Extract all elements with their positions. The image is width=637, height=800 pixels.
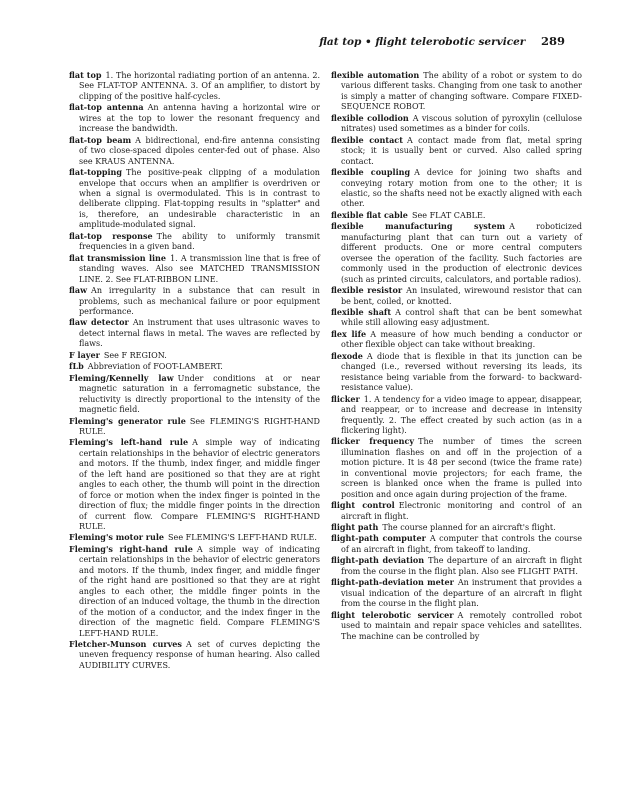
entry-definition: The departure of an aircraft in flight from the course in the flight plan. Also see FLIGHT PATH. <box>341 556 582 576</box>
entry-definition: An instrument that provides a visual indication of the departure of an aircraft in flight from the course in the flight plan. <box>341 578 583 609</box>
entry-definition: Under conditions at or near magnetic saturation in a ferromagnetic substance, the reluctivity is directly proportional to the intensity of the magnetic field. <box>79 373 320 415</box>
page-number: 289 <box>540 34 565 48</box>
running-header <box>319 34 565 48</box>
entry-definition: A bidirectional, end-fire antenna consisting of two close-spaced dipoles center-fed out of phase. Also see KRAUS ANTENNA. <box>79 135 321 166</box>
dictionary-entry <box>69 361 320 372</box>
entry-term: flexible shaft <box>331 306 392 317</box>
dictionary-entry <box>69 532 320 543</box>
entry-definition: A computer that controls the course of an aircraft in flight, from takeoff to landing. <box>341 534 582 554</box>
entry-definition: See FLEMING'S RIGHT-HAND RULE. <box>79 416 321 436</box>
entry-term: flight-path computer <box>331 533 426 544</box>
dictionary-entry <box>331 555 582 577</box>
right-column <box>331 70 582 642</box>
dictionary-entry <box>331 500 582 522</box>
dictionary-entry <box>69 437 321 532</box>
entry-term: flat-topping <box>69 167 122 178</box>
running-title: flat top • flight telerobotic servicer <box>319 36 526 48</box>
dictionary-entry <box>69 252 320 285</box>
entry-definition: A simple way of indicating certain relationships in the behavior of electric generators and motors. If the thumb, index finger, and middle finger of the right hand are positioned so that they are at right angles to each other, the middle finger points in the direction of an induced voltage, the thumb in the direction of the motion of a conductor, and the index finger in the direction of the magnetic field. Compare FLEMING'S LEFT-HAND RULE. <box>79 544 320 638</box>
entry-definition: A remotely controlled robot used to maintain and repair space vehicles and satellites. The machine can be controlled by <box>341 610 583 641</box>
entry-definition: An antenna having a horizontal wire or wires at the top to lower the resonant frequency and increase the bandwidth. <box>79 103 321 134</box>
entry-term: flat-top antenna <box>69 102 144 113</box>
entry-term: Fleming's generator rule <box>69 415 186 426</box>
entry-term: flexible manufacturing system <box>331 221 506 232</box>
entry-definition: A viscous solution of pyroxylin (cellulose nitrates) used sometimes as a binder for coils. <box>341 113 582 134</box>
dictionary-entry <box>69 285 320 317</box>
entry-term: fLb <box>69 361 84 372</box>
entry-term: flat-top response <box>69 230 153 241</box>
dictionary-entry <box>69 167 320 231</box>
dictionary-entry <box>69 102 321 134</box>
dictionary-entry <box>331 221 582 285</box>
entry-term: flexible coupling <box>331 167 411 178</box>
dictionary-entry <box>69 230 320 253</box>
dictionary-entry <box>69 639 320 671</box>
entry-term: flight-path-deviation meter <box>331 577 454 588</box>
entry-term: Fleming's left-hand rule <box>69 437 189 448</box>
dictionary-entry <box>331 328 582 351</box>
entry-definition: The course planned for an aircraft's flight. <box>382 523 556 533</box>
dictionary-entry <box>331 577 583 609</box>
entry-definition: A simple way of indicating certain relationships in the behavior of electric generators and motors. If the thumb, index finger, and middle finger of the left hand are positioned so that they are at right angles to each other, the thumb will point in the direction of force or motion when the index finger is pointed in the direction of flux; the middle finger points in the direction of current flow. Compare FLEMING'S RIGHT-HAND RULE. <box>79 438 321 532</box>
dictionary-entry <box>69 134 321 167</box>
entry-term: flexible flat cable <box>331 209 408 220</box>
dictionary-entry <box>69 372 320 416</box>
entry-definition: 1. The horizontal radiating portion of an antenna. 2. See FLAT-TOP ANTENNA. 3. Of an amplifier, to distort by clipping of the positive half-cycles. <box>79 71 321 101</box>
entry-definition: See F REGION. <box>103 350 167 360</box>
entry-term: flight telerobotic servicer <box>331 609 454 620</box>
entry-definition: The number of times the screen illumination flashes on and off in the projection of a motion picture. It is 48 per second (twice the frame rate) in conventional movie projectors; for each frame, the screen is blanked once when the frame is pulled into position and once again during projection of the frame. <box>341 437 582 499</box>
entry-term: F layer <box>69 349 100 360</box>
entry-term: flaw detector <box>69 317 129 328</box>
entry-definition: See FLAT CABLE. <box>411 210 486 220</box>
entry-term: flexible resistor <box>331 285 403 296</box>
left-column <box>69 70 320 671</box>
dictionary-entry <box>331 209 582 221</box>
entry-definition: The ability of a robot or system to do various different tasks. Changing from one task to another is simply a matter of changing software. Compare FIXED-SEQUENCE ROBOT. <box>341 71 582 112</box>
entry-definition: A roboticized manufacturing plant that can turn out a variety of different products. One or more central computers oversee the operation of the facility. Such factories are commonly used in the production of electronic devices (such as printed circuits, calculators, and portable radios). <box>341 222 582 284</box>
entry-term: flight-path deviation <box>331 555 425 566</box>
dictionary-entry <box>331 522 582 533</box>
entry-term: flexode <box>331 350 363 361</box>
dictionary-entry <box>331 70 582 113</box>
entry-definition: An instrument that uses ultrasonic waves to detect internal flaws in metal. The waves are reflected by flaws. <box>79 318 320 349</box>
entry-term: Fleming's right-hand rule <box>69 543 193 554</box>
entry-term: Fleming's motor rule <box>69 532 165 543</box>
dictionary-entry <box>331 112 582 135</box>
dictionary-entry <box>331 393 582 437</box>
dictionary-entry <box>69 317 320 349</box>
entry-definition: A device for joining two shafts and conveying rotary motion from one to the other; it is elastic, so the shafts need not be exactly aligned with each other. <box>341 168 582 209</box>
entry-term: flight control <box>331 500 395 511</box>
entry-term: Fletcher-Munson curves <box>69 639 182 650</box>
entry-term: flat top <box>69 70 102 80</box>
entry-definition: A contact made from flat, metal spring stock; it is usually bent or curved. Also called spring contact. <box>341 135 582 166</box>
dictionary-entry <box>331 306 583 329</box>
entry-term: flat-top beam <box>69 134 132 145</box>
entry-definition: See FLEMING'S LEFT-HAND RULE. <box>168 533 317 543</box>
entry-definition: Abbreviation of FOOT-LAMBERT. <box>87 362 223 372</box>
entry-definition: The positive-peak clipping of a modulation envelope that occurs when an amplifier is overdriven or when a signal is overmodulated. This is in contrast to deliberate clipping. Flat-topping results in "splatter" and is, therefore, an undesirable characteristic in an amplitude-modulated signal. <box>79 168 320 230</box>
entry-definition: 1. A transmission line that is free of standing waves. Also see MATCHED TRANSMISSION LINE. 2. See FLAT-RIBBON LINE. <box>79 253 320 284</box>
entry-term: flight path <box>331 522 379 533</box>
dictionary-entry <box>331 533 582 555</box>
dictionary-entry <box>331 285 583 307</box>
entry-term: Fleming/Kennelly law <box>69 372 174 383</box>
entry-definition: A diode that is flexible in that its junction can be changed (i.e., reversed without reversing its leads, its resistance being variable from the forward- to backward-resistance value). <box>341 351 582 393</box>
entry-term: flexible collodion <box>331 112 409 123</box>
entry-definition: A set of curves depicting the uneven frequency response of human hearing. Also called AUDIBILITY CURVES. <box>79 640 320 670</box>
dictionary-entry <box>331 167 582 210</box>
entry-term: flicker <box>331 393 360 404</box>
entry-definition: An irregularity in a substance that can result in problems, such as mechanical failure or poor equipment performance. <box>79 286 320 316</box>
dictionary-entry <box>69 543 320 639</box>
entry-definition: The ability to uniformly transmit frequencies in a given band. <box>79 231 320 252</box>
entry-term: flexible automation <box>331 70 420 80</box>
entry-term: flicker frequency <box>331 436 415 447</box>
entry-term: flaw <box>69 285 87 296</box>
entry-definition: 1. A tendency for a video image to appear, disappear, and reappear, or to increase and decrease in intensity frequently. 2. The effect created by such action (as in a flickering light). <box>341 394 582 435</box>
dictionary-entry <box>69 415 321 438</box>
entry-definition: Electronic monitoring and control of an aircraft in flight. <box>341 501 582 521</box>
dictionary-entry <box>69 349 320 361</box>
dictionary-entry <box>331 134 582 167</box>
entry-term: flex life <box>331 328 367 339</box>
dictionary-entry <box>331 609 583 642</box>
dictionary-entry <box>331 436 582 500</box>
entry-term: flexible contact <box>331 134 403 145</box>
entry-term: flat transmission line <box>69 252 167 263</box>
dictionary-entry <box>331 350 582 394</box>
entry-definition: An insulated, wirewound resistor that can be bent, coiled, or knotted. <box>341 286 583 306</box>
entry-definition: A measure of how much bending a conductor or other flexible object can take without breaking. <box>341 329 582 350</box>
dictionary-entry <box>69 70 321 102</box>
entry-definition: A control shaft that can be bent somewhat while still allowing easy adjustment. <box>341 307 583 328</box>
